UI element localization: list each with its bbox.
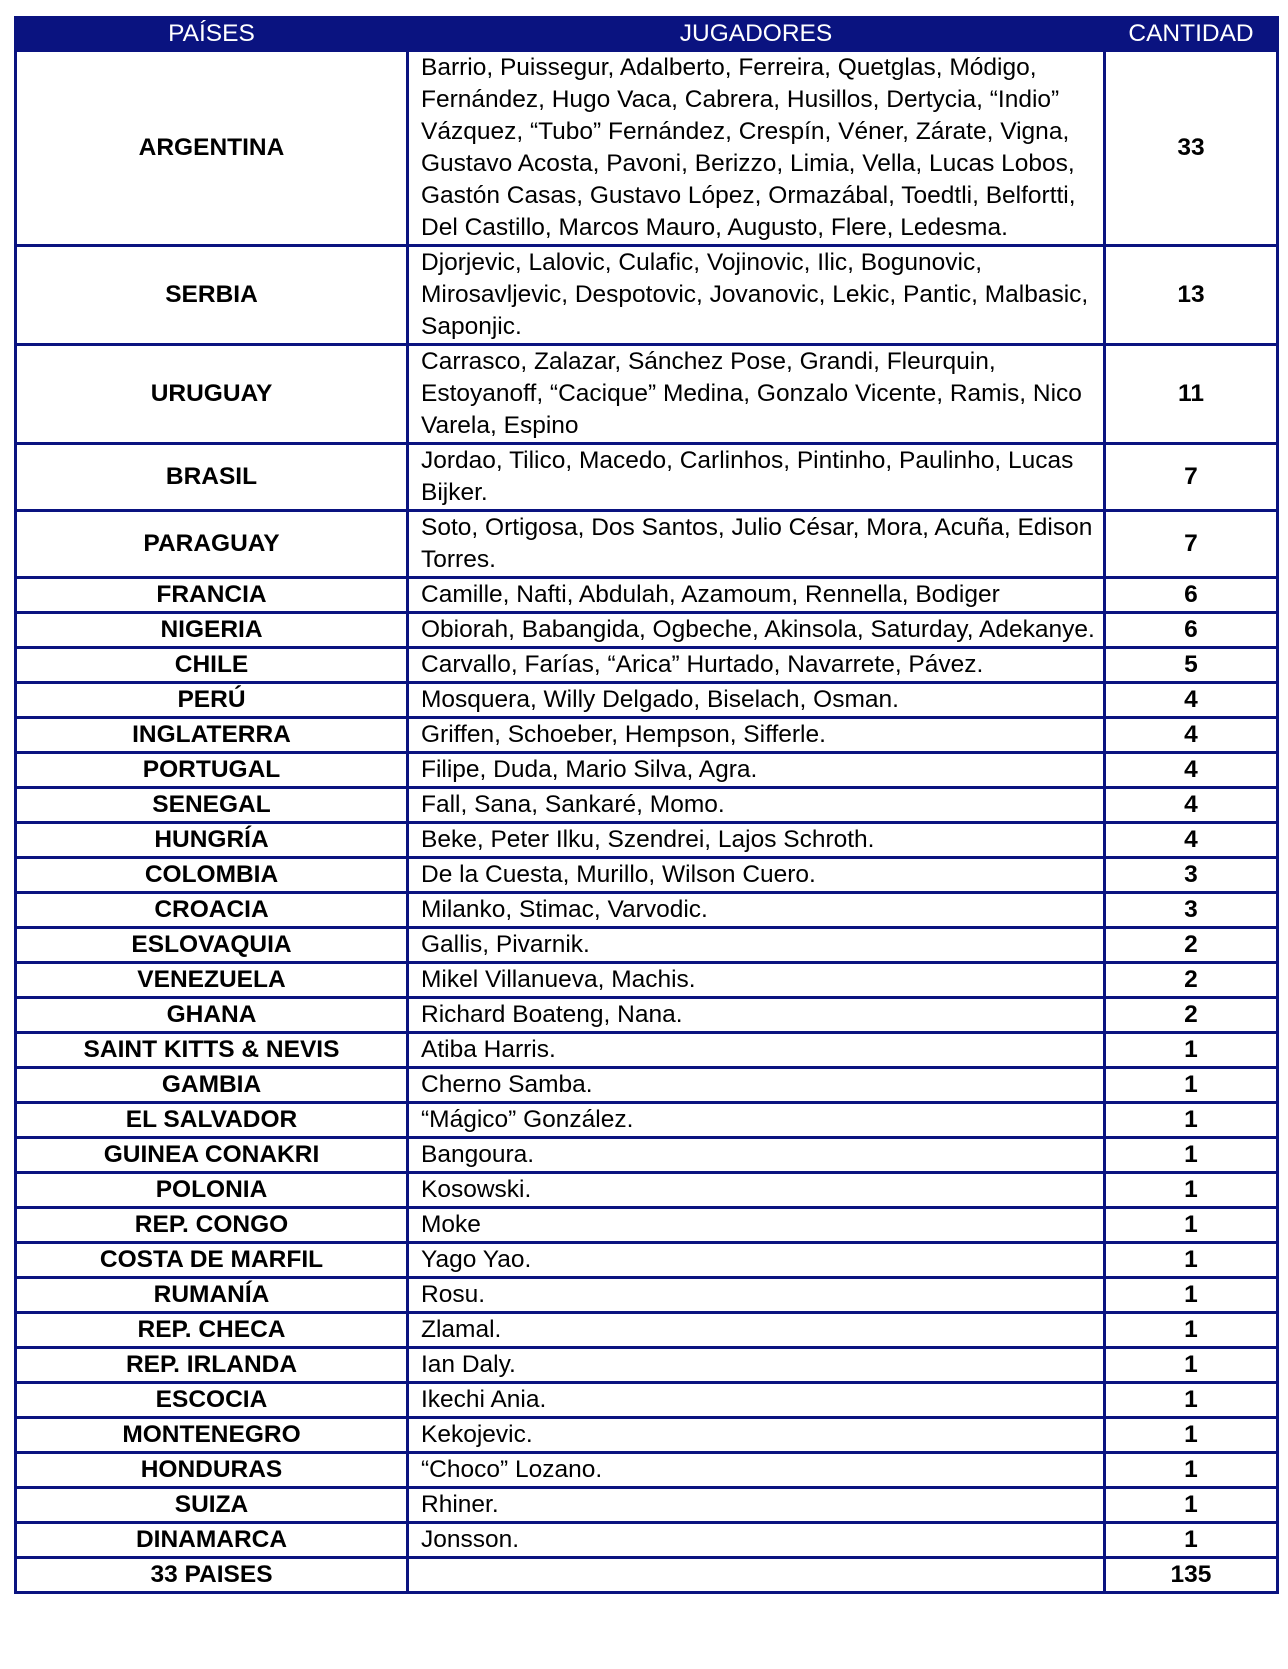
table-row (16, 788, 1278, 823)
players-cell: Beke, Peter Ilku, Szendrei, Lajos Schroth. (408, 823, 1105, 858)
country-cell: URUGUAY (16, 345, 408, 444)
country-cell: SAINT KITTS & NEVIS (16, 1033, 408, 1068)
count-cell: 1 (1105, 1348, 1278, 1383)
count-cell: 11 (1105, 345, 1278, 444)
players-cell: Carrasco, Zalazar, Sánchez Pose, Grandi, Fleurquin, Estoyanoff, “Cacique” Medina, Gonzalo Vicente, Ramis, Nico Varela, Espino (408, 345, 1105, 444)
count-cell: 1 (1105, 1383, 1278, 1418)
table-row (16, 1453, 1278, 1488)
country-cell: SENEGAL (16, 788, 408, 823)
count-cell: 1 (1105, 1243, 1278, 1278)
country-cell: FRANCIA (16, 578, 408, 613)
country-cell: POLONIA (16, 1173, 408, 1208)
table-row (16, 1313, 1278, 1348)
count-cell: 3 (1105, 858, 1278, 893)
players-cell: Carvallo, Farías, “Arica” Hurtado, Navarrete, Pávez. (408, 648, 1105, 683)
table-row (16, 246, 1278, 345)
table-row (16, 683, 1278, 718)
country-cell: PERÚ (16, 683, 408, 718)
count-cell: 4 (1105, 683, 1278, 718)
players-cell: Fall, Sana, Sankaré, Momo. (408, 788, 1105, 823)
count-cell: 3 (1105, 893, 1278, 928)
table-row (16, 1068, 1278, 1103)
table-row (16, 578, 1278, 613)
total-countries: 33 PAISES (16, 1558, 408, 1593)
country-cell: SERBIA (16, 246, 408, 345)
country-cell: INGLATERRA (16, 718, 408, 753)
count-cell: 4 (1105, 718, 1278, 753)
country-cell: DINAMARCA (16, 1523, 408, 1558)
country-cell: HONDURAS (16, 1453, 408, 1488)
players-cell: De la Cuesta, Murillo, Wilson Cuero. (408, 858, 1105, 893)
country-cell: REP. CONGO (16, 1208, 408, 1243)
table-row (16, 998, 1278, 1033)
players-cell: Ikechi Ania. (408, 1383, 1105, 1418)
count-cell: 1 (1105, 1138, 1278, 1173)
players-cell: Atiba Harris. (408, 1033, 1105, 1068)
count-cell: 6 (1105, 578, 1278, 613)
players-cell: Rosu. (408, 1278, 1105, 1313)
country-cell: MONTENEGRO (16, 1418, 408, 1453)
table-row (16, 718, 1278, 753)
table-row (16, 51, 1278, 246)
country-cell: SUIZA (16, 1488, 408, 1523)
table-row (16, 1348, 1278, 1383)
table-row (16, 753, 1278, 788)
players-cell: Bangoura. (408, 1138, 1105, 1173)
table-row (16, 613, 1278, 648)
players-cell: Yago Yao. (408, 1243, 1105, 1278)
players-cell: Rhiner. (408, 1488, 1105, 1523)
country-cell: CROACIA (16, 893, 408, 928)
country-cell: PARAGUAY (16, 511, 408, 578)
count-cell: 4 (1105, 788, 1278, 823)
country-cell: EL SALVADOR (16, 1103, 408, 1138)
country-cell: PORTUGAL (16, 753, 408, 788)
country-cell: REP. IRLANDA (16, 1348, 408, 1383)
players-cell: “Choco” Lozano. (408, 1453, 1105, 1488)
players-cell: Djorjevic, Lalovic, Culafic, Vojinovic, Ilic, Bogunovic, Mirosavljevic, Despotovic, Jovanovic, Lekic, Pantic, Malbasic, Saponjic. (408, 246, 1105, 345)
players-cell: “Mágico” González. (408, 1103, 1105, 1138)
header-jugadores: JUGADORES (408, 18, 1105, 51)
players-cell: Jordao, Tilico, Macedo, Carlinhos, Pintinho, Paulinho, Lucas Bijker. (408, 444, 1105, 511)
country-cell: ARGENTINA (16, 51, 408, 246)
country-cell: GHANA (16, 998, 408, 1033)
country-cell: GAMBIA (16, 1068, 408, 1103)
table-row (16, 1383, 1278, 1418)
table-row (16, 444, 1278, 511)
total-players (408, 1558, 1105, 1593)
count-cell: 1 (1105, 1523, 1278, 1558)
country-cell: COLOMBIA (16, 858, 408, 893)
count-cell: 1 (1105, 1313, 1278, 1348)
header-row (16, 18, 1278, 51)
players-cell: Soto, Ortigosa, Dos Santos, Julio César, Mora, Acuña, Edison Torres. (408, 511, 1105, 578)
players-cell: Milanko, Stimac, Varvodic. (408, 893, 1105, 928)
table-row (16, 893, 1278, 928)
players-cell: Obiorah, Babangida, Ogbeche, Akinsola, Saturday, Adekanye. (408, 613, 1105, 648)
count-cell: 1 (1105, 1033, 1278, 1068)
table-row (16, 1033, 1278, 1068)
total-count: 135 (1105, 1558, 1278, 1593)
table-row (16, 1138, 1278, 1173)
players-cell: Jonsson. (408, 1523, 1105, 1558)
country-cell: RUMANÍA (16, 1278, 408, 1313)
table-row (16, 1243, 1278, 1278)
players-cell: Moke (408, 1208, 1105, 1243)
players-cell: Kekojevic. (408, 1418, 1105, 1453)
table-row (16, 963, 1278, 998)
count-cell: 1 (1105, 1488, 1278, 1523)
table-row (16, 858, 1278, 893)
table-row (16, 1173, 1278, 1208)
players-cell: Richard Boateng, Nana. (408, 998, 1105, 1033)
players-cell: Cherno Samba. (408, 1068, 1105, 1103)
count-cell: 1 (1105, 1103, 1278, 1138)
count-cell: 1 (1105, 1208, 1278, 1243)
count-cell: 7 (1105, 444, 1278, 511)
header-cantidad: CANTIDAD (1105, 18, 1278, 51)
players-cell: Mikel Villanueva, Machis. (408, 963, 1105, 998)
table-row (16, 511, 1278, 578)
count-cell: 1 (1105, 1173, 1278, 1208)
country-cell: BRASIL (16, 444, 408, 511)
count-cell: 1 (1105, 1068, 1278, 1103)
count-cell: 2 (1105, 998, 1278, 1033)
header-paises: PAÍSES (16, 18, 408, 51)
count-cell: 13 (1105, 246, 1278, 345)
players-cell: Barrio, Puissegur, Adalberto, Ferreira, Quetglas, Módigo, Fernández, Hugo Vaca, Cabrera, Husillos, Dertycia, “Indio” Vázquez, “Tubo” Fernández, Crespín, Véner, Zárate, Vigna, Gustavo Acosta, Pavoni, Berizzo, Limia, Vella, Lucas Lobos, Gastón Casas, Gustavo López, Ormazábal, Toedtli, Belfortti, Del Castillo, Marcos Mauro, Augusto, Flere, Ledesma. (408, 51, 1105, 246)
players-cell: Gallis, Pivarnik. (408, 928, 1105, 963)
table-row (16, 345, 1278, 444)
country-cell: ESLOVAQUIA (16, 928, 408, 963)
country-cell: COSTA DE MARFIL (16, 1243, 408, 1278)
country-cell: CHILE (16, 648, 408, 683)
players-by-country-sheet (14, 16, 1276, 1594)
table-row (16, 823, 1278, 858)
players-cell: Zlamal. (408, 1313, 1105, 1348)
country-cell: GUINEA CONAKRI (16, 1138, 408, 1173)
players-cell: Griffen, Schoeber, Hempson, Sifferle. (408, 718, 1105, 753)
count-cell: 1 (1105, 1418, 1278, 1453)
table-row (16, 1418, 1278, 1453)
count-cell: 1 (1105, 1278, 1278, 1313)
table-row (16, 1103, 1278, 1138)
players-cell: Ian Daly. (408, 1348, 1105, 1383)
count-cell: 5 (1105, 648, 1278, 683)
players-cell: Filipe, Duda, Mario Silva, Agra. (408, 753, 1105, 788)
players-cell: Mosquera, Willy Delgado, Biselach, Osman. (408, 683, 1105, 718)
country-cell: ESCOCIA (16, 1383, 408, 1418)
count-cell: 2 (1105, 963, 1278, 998)
count-cell: 7 (1105, 511, 1278, 578)
country-cell: VENEZUELA (16, 963, 408, 998)
table-row (16, 1488, 1278, 1523)
table-row (16, 1523, 1278, 1558)
country-cell: HUNGRÍA (16, 823, 408, 858)
table-row (16, 1278, 1278, 1313)
country-cell: NIGERIA (16, 613, 408, 648)
count-cell: 33 (1105, 51, 1278, 246)
total-row (16, 1558, 1278, 1593)
count-cell: 4 (1105, 753, 1278, 788)
country-cell: REP. CHECA (16, 1313, 408, 1348)
players-table (14, 16, 1279, 1594)
count-cell: 6 (1105, 613, 1278, 648)
count-cell: 4 (1105, 823, 1278, 858)
count-cell: 2 (1105, 928, 1278, 963)
count-cell: 1 (1105, 1453, 1278, 1488)
players-cell: Kosowski. (408, 1173, 1105, 1208)
table-row (16, 648, 1278, 683)
table-row (16, 928, 1278, 963)
table-row (16, 1208, 1278, 1243)
players-cell: Camille, Nafti, Abdulah, Azamoum, Rennella, Bodiger (408, 578, 1105, 613)
